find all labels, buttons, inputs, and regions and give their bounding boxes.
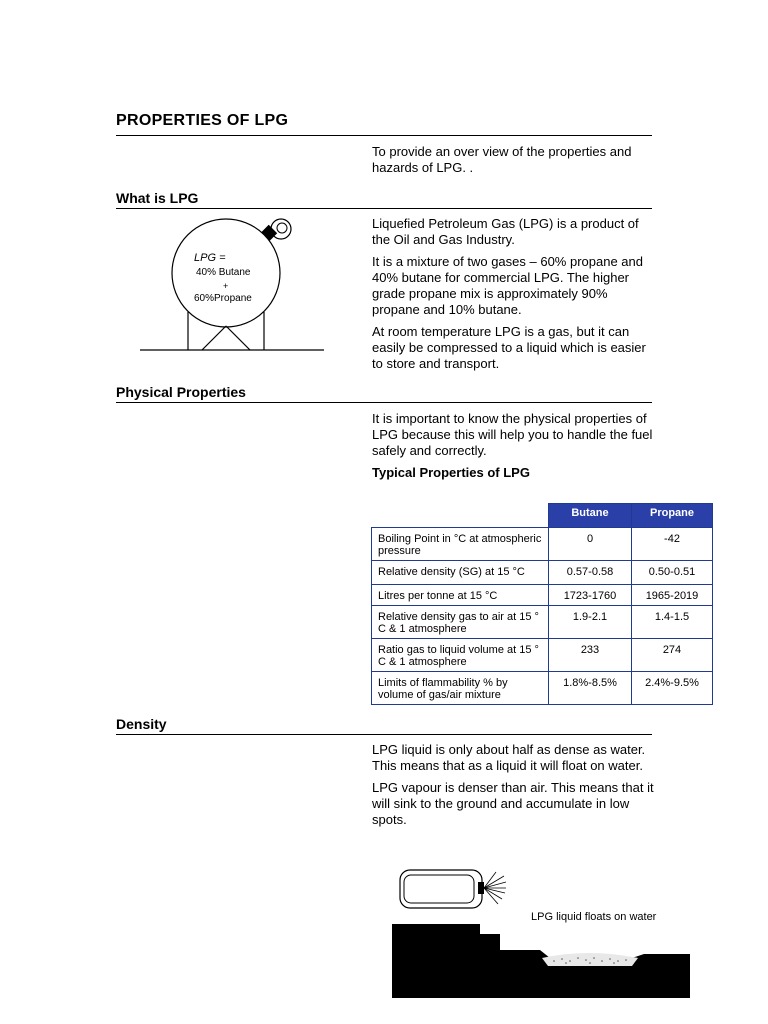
title-rule bbox=[116, 135, 652, 136]
lpg-tank-diagram bbox=[138, 212, 328, 357]
table-row bbox=[372, 528, 713, 561]
section-rule bbox=[116, 402, 652, 403]
propane-value: 1965-2019 bbox=[632, 585, 713, 606]
what-is-paragraph: It is a mixture of two gases – 60% propane and 40% butane for commercial LPG. The higher grade propane mix is approximately 90% propane and 10% butane. bbox=[372, 254, 643, 317]
properties-table bbox=[371, 503, 713, 705]
section-heading-what-is-lpg: What is LPG bbox=[116, 190, 199, 206]
table-row bbox=[372, 672, 713, 705]
butane-value: 1.9-2.1 bbox=[549, 606, 632, 639]
density-paragraph: LPG liquid is only about half as dense as water. This means that as a liquid it will float on water. bbox=[372, 742, 646, 773]
table-header-blank bbox=[372, 504, 549, 528]
table-row bbox=[372, 639, 713, 672]
row-label: Litres per tonne at 15 °C bbox=[372, 585, 549, 606]
spill-illustration bbox=[392, 862, 694, 1002]
what-is-lpg-text bbox=[372, 216, 657, 378]
butane-value: 1.8%-8.5% bbox=[549, 672, 632, 705]
butane-value: 0 bbox=[549, 528, 632, 561]
section-heading-physical-properties: Physical Properties bbox=[116, 384, 246, 400]
section-rule bbox=[116, 208, 652, 209]
column-header-propane: Propane bbox=[632, 504, 713, 528]
butane-value: 0.57-0.58 bbox=[549, 561, 632, 585]
propane-value: 2.4%-9.5% bbox=[632, 672, 713, 705]
row-label: Ratio gas to liquid volume at 15 ° C & 1 atmosphere bbox=[372, 639, 549, 672]
propane-value: 0.50-0.51 bbox=[632, 561, 713, 585]
column-header-butane: Butane bbox=[549, 504, 632, 528]
table-title: Typical Properties of LPG bbox=[372, 465, 530, 480]
table-row bbox=[372, 585, 713, 606]
page-title: PROPERTIES OF LPG bbox=[116, 112, 289, 129]
intro-paragraph: To provide an over view of the properties and hazards of LPG. . bbox=[372, 144, 632, 175]
tank-illustration bbox=[138, 212, 328, 357]
density-text bbox=[372, 742, 657, 834]
floats-on-water-diagram bbox=[392, 862, 694, 1002]
table-row bbox=[372, 561, 713, 585]
table-header-row bbox=[372, 504, 713, 528]
tank-label-propane: 60%Propane bbox=[194, 293, 252, 304]
row-label: Relative density (SG) at 15 °C bbox=[372, 561, 549, 585]
physical-paragraph: It is important to know the physical properties of LPG because this will help you to handle the fuel safely and correctly. bbox=[372, 411, 653, 458]
propane-value: 274 bbox=[632, 639, 713, 672]
row-label: Limits of flammability % by volume of gas/air mixture bbox=[372, 672, 549, 705]
row-label: Boiling Point in °C at atmospheric pressure bbox=[372, 528, 549, 561]
table-row bbox=[372, 606, 713, 639]
row-label: Relative density gas to air at 15 ° C & 1 atmosphere bbox=[372, 606, 549, 639]
density-paragraph: LPG vapour is denser than air. This means that it will sink to the ground and accumulate in low spots. bbox=[372, 780, 654, 827]
propane-value: -42 bbox=[632, 528, 713, 561]
section-heading-density: Density bbox=[116, 716, 167, 732]
what-is-paragraph: At room temperature LPG is a gas, but it can easily be compressed to a liquid which is easier to store and transport. bbox=[372, 324, 646, 371]
diagram-caption: LPG liquid floats on water bbox=[531, 911, 657, 923]
butane-value: 233 bbox=[549, 639, 632, 672]
what-is-paragraph: Liquefied Petroleum Gas (LPG) is a product of the Oil and Gas Industry. bbox=[372, 216, 639, 247]
tank-label-butane: 40% Butane bbox=[196, 267, 251, 278]
section-rule bbox=[116, 734, 652, 735]
physical-text bbox=[372, 411, 657, 487]
tank-label-plus: + bbox=[223, 281, 229, 291]
propane-value: 1.4-1.5 bbox=[632, 606, 713, 639]
tank-label-lpg: LPG = bbox=[194, 252, 226, 264]
intro-text bbox=[372, 144, 657, 182]
butane-value: 1723-1760 bbox=[549, 585, 632, 606]
